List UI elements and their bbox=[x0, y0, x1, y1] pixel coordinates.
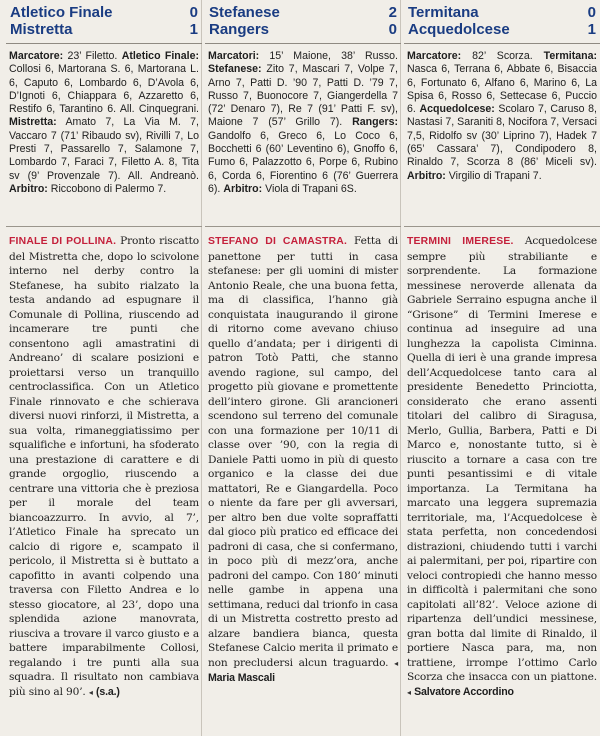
referee: Viola di Trapani 6S. bbox=[265, 182, 357, 195]
scorers: 15’ Maione, 38’ Russo. bbox=[269, 50, 398, 62]
away-lineup: Gandolfo 6, Greco 6, Lo Coco 6, Bocchetti 6 (60’ Leventino 6), Gnoffo 6, Fumo 6, Palazzotto 6, Porpe 6, Rubino 6, Corda 6, Fiorentino 6 (76’ Guerrera 6). bbox=[208, 129, 398, 195]
match-column-2 bbox=[205, 0, 401, 736]
away-lineup-label: Mistretta: bbox=[9, 116, 57, 129]
referee-label: Arbitro: bbox=[407, 169, 446, 182]
scoreboard bbox=[6, 0, 202, 44]
referee: Virgilio di Trapani 7. bbox=[448, 169, 542, 182]
home-team: Termitana bbox=[408, 4, 479, 21]
article-kicker: STEFANO DI CAMASTRA. bbox=[208, 236, 348, 247]
match-report bbox=[205, 227, 401, 727]
referee: Riccobono di Palermo 7. bbox=[50, 182, 167, 195]
away-score: 1 bbox=[189, 21, 198, 38]
article-signature: Salvatore Accordino bbox=[414, 685, 514, 698]
match-sheet bbox=[6, 44, 202, 222]
article-signature: Maria Mascali bbox=[208, 672, 275, 684]
article-body: Pronto riscatto del Mistretta che, dopo lo scivolone interno nel derby contro la Stefanese, ha subito rialzato la testa andando ad espugnare il Comunale di Pollina, riuscendo ad incamerare tre punti che consentono agli amastratini di Andreano’ di scalare posizioni e proiettarsi verso un tranquillo centroclassifica. Con un Atletico Finale rinnovato e che schierava diversi nuovi rinforzi, il Mistretta, a sua volta, rimaneggiatissimo per squalifiche e infortuni, ha sfoderato una prestazione di carattere e di grande orgoglio, riuscendo a centrare una vittoria che è preziosa per il morale del team biancoazzurro. In avvio, al 7’, l’Atletico Finale ha sprecato un calcio di rigore e, scampato il pericolo, il Mistretta si è buttato a capofitto in avanti colpendo una traversa con Filetto Andrea e lo stesso giocatore, al 23’, dopo una splendida azione manovrata, riusciva a trovare il varco giusto e a battere imparabilmente Collosi, regalando i tre punti alla sua squadra. Il risultato non cambiava più sino al 90’. bbox=[9, 235, 199, 698]
away-lineup-label: Rangers: bbox=[352, 116, 399, 129]
scoreboard bbox=[404, 0, 600, 44]
away-lineup-label: Acquedolcese: bbox=[419, 103, 495, 116]
away-lineup: Amato 7, La Via M. 7, Vaccaro 7 (71’ Ribaudo sv), Rivilli 7, Lo Presti 7, Passarello 7, Salamone 7, Lombardo 7, Faraci 7, Filetto A. 8, Tita sv (9’ Provenzale 7). All. Andreanò. bbox=[9, 116, 200, 182]
away-team: Rangers bbox=[209, 21, 270, 38]
arrow-icon: ◂ bbox=[407, 687, 411, 697]
away-score: 0 bbox=[388, 21, 397, 38]
scorers: 23’ Filetto. bbox=[67, 50, 118, 62]
away-team: Acquedolcese bbox=[408, 21, 510, 38]
home-team: Atletico Finale bbox=[10, 4, 113, 21]
away-score: 1 bbox=[587, 21, 596, 38]
home-lineup: Zito 7, Mascari 7, Volpe 7, Arno 7, Patti D. ’90 7, Patti D. ’79 7, Russo 7, Buonocore 7, Giangerdella 7 (72’ Denaro 7), Re 7 (91’ Patti F. sv), Maione 7 (57’ Grillo 7). bbox=[208, 63, 398, 129]
home-score: 0 bbox=[189, 4, 198, 21]
home-lineup: Collosi 6, Martorana S. 6, Martorana L. 6, Caputo 6, Lombardo 6, D’Avola 6, D’Ignoti 6, Chiappara 6, Azzaretto 6, Restifo 6, Tarantino 6. All. Cinquegrani. bbox=[9, 63, 199, 116]
scorers-label: Marcatori: bbox=[208, 50, 260, 62]
arrow-icon: ◂ bbox=[88, 687, 93, 697]
match-sheet bbox=[404, 44, 600, 222]
article-body: Acquedolcese sempre più strabiliante e sorprendente. La formazione messinese neroverde allenata da Gabriele Serraino espugna anche il “Grisone” di Termini Imerese e continua ad inseguire ad una lunghezza la capolista Ciminna. Quella di ieri è una grande impresa dell’Acquedolcese tanto cara al presidente Benedetto Princiotta, considerato che erano assenti titolari del calibro di Siragusa, Merlo, Gullia, Barbera, Patti e Di Marco e, nonostante tutto, si è riuscito a tornare a casa con tre punti pesantissimi e di vitale importanza. La Termitana ha marcato una leggera supremazia territoriale, ma, l’Acquedolcese è stata perfetta, non concedendosi distrazioni, chiudendo tutti i varchi ai palermitani, per poi, ripartire con veloci contropiedi che hanno messo in difficoltà i palermitani che sono capitolati all’82’. Veloce azione di ripartenza dell’undici messinese, gran botta dal limite di Rinaldo, il portiere Nasca para, ma, non trattiene, irrompe l’ottimo Carlo Scorza che insacca con un piattone. bbox=[407, 235, 597, 683]
home-lineup: Nasca 6, Terrana 6, Abbate 6, Bisaccia 6, Fortunato 6, Alfano 6, Marino 6, La Spisa 6, Rosso 6, Settecase 6, Puccio 6. bbox=[407, 63, 597, 116]
scorers: 82’ Scorza. bbox=[472, 50, 533, 62]
home-lineup-label: Termitana: bbox=[543, 50, 598, 62]
match-column-1 bbox=[6, 0, 202, 736]
article-signature: (s.a.) bbox=[95, 685, 120, 698]
home-lineup-label: Atletico Finale: bbox=[121, 50, 199, 62]
scorers-label: Marcatore: bbox=[407, 50, 462, 62]
away-team: Mistretta bbox=[10, 21, 73, 38]
referee-label: Arbitro: bbox=[223, 182, 263, 195]
home-score: 0 bbox=[587, 4, 596, 21]
home-lineup-label: Stefanese: bbox=[208, 63, 262, 76]
arrow-icon: ◂ bbox=[394, 658, 398, 668]
match-sheet bbox=[205, 44, 401, 222]
home-score: 2 bbox=[388, 4, 397, 21]
match-column-3 bbox=[404, 0, 600, 736]
scorers-label: Marcatore: bbox=[9, 50, 64, 62]
match-report bbox=[404, 227, 600, 727]
match-report bbox=[6, 227, 202, 727]
home-team: Stefanese bbox=[209, 4, 280, 21]
article-body: Fetta di panettone per tutti in casa stefanese: per gli uomini di mister Antonio Reale, che una buona fetta, ma di classifica, l’hanno già conquistata inaugurando il girone di ritorno come avevano chiuso quello d’andata; per i dirigenti di patron Totò Patti, che stanno avendo ragione, sul campo, del progetto più giovane e promettente dell’intero girone. Gli arancioneri scendono sul terreno del comunale con una formazione per 10/11 di classe over ’90, con la regia di Daniele Patti uomo in più di questo organico e la classe dei due mattatori, Re e Giangardella. Poco o niente da fare per gli avversari, per altro ben due volte sopraffatti dal gioco più pratico ed efficace dei padroni di casa, che si confermano, in poco più di mezz’ora, anche padroni del campo. Con 180’ minuti nelle gambe in appena una settimana, reduci dal trionfo in casa di un Mistretta costretto presto ad alzare bandiera bianca, questa Stefanese Calcio merita il primato e non precludersi alcun traguardo. bbox=[208, 235, 399, 669]
article-kicker: TERMINI IMERESE. bbox=[407, 236, 514, 247]
referee-label: Arbitro: bbox=[9, 182, 48, 195]
away-lineup: Scolaro 7, Caruso 8, Nastasi 7, Saraniti 8, Nocifora 7, Versaci 7,5, Ridolfo sv (30’ Liprino 7), Hadek 7 (65’ Cassara’ 7), Condipodero 8, Rinaldo 7, Scorza 8 (86’ Miceli sv). bbox=[407, 103, 597, 169]
scoreboard bbox=[205, 0, 401, 44]
article-kicker: FINALE DI POLLINA. bbox=[9, 236, 117, 247]
